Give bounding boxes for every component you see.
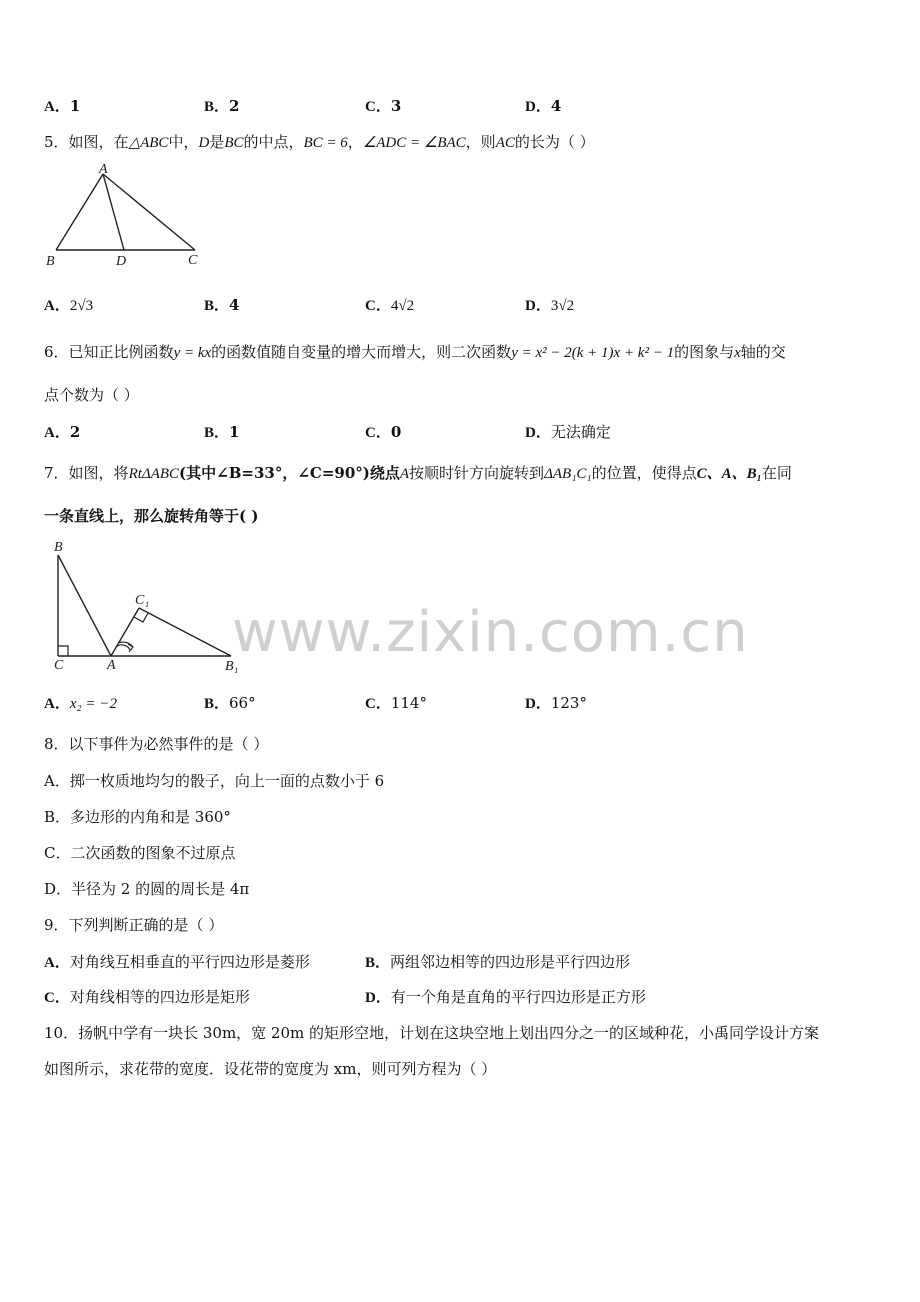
q7-option-b[interactable]: B．66°	[204, 694, 256, 712]
q5-label-b: B	[46, 254, 55, 269]
q9-option-b[interactable]: B．两组邻边相等的四边形是平行四边形	[365, 953, 631, 971]
q9-stem: 9．下列判断正确的是（ ）	[44, 916, 224, 934]
q7-right-angle-c	[58, 646, 68, 656]
q6-option-a[interactable]: A．2	[44, 423, 81, 441]
q9-option-c[interactable]: C．对角线相等的四边形是矩形	[44, 988, 250, 1006]
q4-option-b[interactable]: B．2	[204, 97, 240, 115]
q7-side-c1b1	[139, 608, 231, 656]
q7-side-ab	[58, 555, 111, 656]
q10-stem-line1: 10．扬帆中学有一块长 30m，宽 20m 的矩形空地，计划在这块空地上划出四分之一的区域种花，小禹同学设计方案	[44, 1024, 820, 1042]
q7-label-b: B	[54, 540, 63, 555]
q7-stem-line2: 一条直线上，那么旋转角等于( )	[44, 507, 259, 525]
q5-label-d: D	[116, 254, 127, 269]
q7-options	[44, 692, 874, 714]
q8-option-a[interactable]: A．掷一枚质地均匀的骰子，向上一面的点数小于 6	[44, 772, 385, 790]
q7-label-c1: C₁	[135, 593, 150, 608]
q7-label-a: A	[107, 658, 116, 673]
q9-options-row1	[44, 951, 874, 973]
q5-option-d[interactable]: D．3√2	[525, 298, 575, 314]
q5-label-c: C	[188, 253, 198, 268]
q8-stem: 8．以下事件为必然事件的是（ ）	[44, 735, 269, 753]
q7-label-b1: B₁	[225, 659, 239, 674]
q7-option-c[interactable]: C．114°	[365, 694, 427, 712]
q8-option-b[interactable]: B．多边形的内角和是 360°	[44, 808, 231, 826]
q8-option-d[interactable]: D．半径为 2 的圆的周长是 4π	[44, 880, 250, 898]
q5-side-ac	[103, 174, 195, 250]
q7-side-ac1	[111, 608, 139, 656]
q5-stem: 5．如图，在△ABC中，D是BC的中点，BC = 6，∠ADC = ∠BAC，则AC的长为（ ）	[44, 133, 595, 151]
q7-rotation-arc	[116, 645, 130, 650]
q6-option-c[interactable]: C．0	[365, 423, 402, 441]
q5-option-c[interactable]: C．4√2	[365, 298, 415, 314]
q10-stem-line2: 如图所示，求花带的宽度．设花带的宽度为 xm，则可列方程为（ ）	[44, 1060, 497, 1078]
q6-options	[44, 421, 874, 443]
q5-segment-ad	[103, 174, 124, 250]
q4-option-d[interactable]: D．4	[525, 97, 562, 115]
q6-stem-line1: 6．已知正比例函数y = kx的函数值随自变量的增大而增大，则二次函数y = x² − 2(k + 1)x + k² − 1的图象与x轴的交	[44, 343, 786, 361]
q6-option-b[interactable]: B．1	[204, 423, 240, 441]
q8-option-c[interactable]: C．二次函数的图象不过原点	[44, 844, 236, 862]
q7-option-d[interactable]: D．123°	[525, 694, 587, 712]
q7-option-a[interactable]: A．x₂ = −2	[44, 696, 117, 712]
q6-stem-line2: 点个数为（ ）	[44, 386, 139, 404]
q5-label-a: A	[99, 162, 108, 177]
q5-triangle-figure	[40, 162, 220, 272]
q9-option-a[interactable]: A．对角线互相垂直的平行四边形是菱形	[44, 953, 310, 971]
q7-rotation-figure	[44, 536, 254, 676]
q6-option-d[interactable]: D．无法确定	[525, 423, 611, 441]
q4-option-c[interactable]: C．3	[365, 97, 402, 115]
q7-stem-line1: 7．如图，将RtΔABC(其中∠B=33°，∠C=90°)绕点A按顺时针方向旋转到ΔAB₁C₁的位置，使得点C、A、B₁在同	[44, 464, 792, 482]
q5-side-ab	[56, 174, 103, 250]
q4-options	[44, 95, 874, 117]
q7-label-c: C	[54, 658, 64, 673]
q9-option-d[interactable]: D．有一个角是直角的平行四边形是正方形	[365, 988, 646, 1006]
watermark: www.zixin.com.cn	[232, 600, 749, 665]
q4-option-a[interactable]: A．1	[44, 97, 81, 115]
q5-option-b[interactable]: B．4	[204, 296, 240, 314]
q5-options	[44, 294, 874, 316]
q9-options-row2	[44, 986, 874, 1008]
q5-option-a[interactable]: A．2√3	[44, 298, 94, 314]
